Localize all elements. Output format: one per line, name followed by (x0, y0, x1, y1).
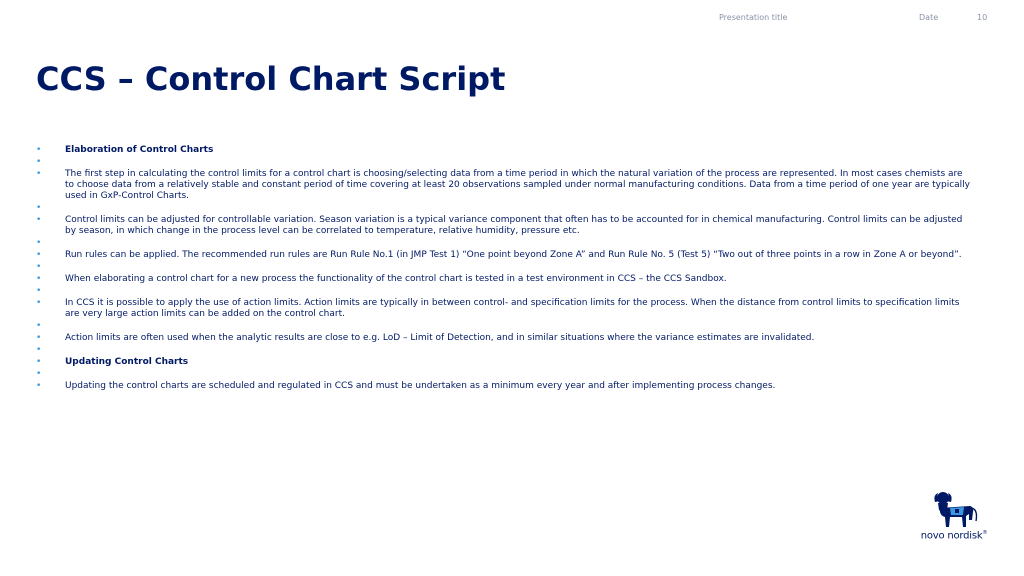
bullet-text: Updating Control Charts (65, 357, 189, 367)
bullet-dot-icon: • (36, 286, 42, 296)
bullet-dot-icon: • (36, 238, 42, 248)
bullet-item (36, 321, 971, 332)
bullet-text: The first step in calculating the control limits for a control chart is choosing/selecting data from a time period in which the natural variation of the process are represented. In most cases chemists are to choose data from a relatively stable and constant period of time covering at least 20 observations sampled under normal manufacturing conditions. Data from a time period of one year are typically used in GxP-Control Charts. (65, 169, 970, 201)
bullet-item (36, 262, 971, 273)
bullet-dot-icon: • (36, 262, 42, 272)
bullet-dot-icon: • (36, 345, 42, 355)
bullet-dot-icon: • (36, 145, 42, 155)
bullet-dot-icon: • (36, 333, 42, 343)
bullet-item (36, 215, 971, 237)
bullet-dot-icon: • (36, 274, 42, 284)
bullet-dot-icon: • (36, 298, 42, 308)
bullet-item (36, 238, 971, 249)
apis-bull-icon (916, 490, 992, 530)
bullet-item (36, 157, 971, 168)
presentation-title: Presentation title (719, 13, 788, 22)
bullet-item (36, 369, 971, 380)
bullet-text: Control limits can be adjusted for controllable variation. Season variation is a typical variance component that often has to be accounted for in chemical manufacturing. Control limits can be adjusted by season, in which change in the process level can be correlated to temperature, relative humidity, pressure etc. (65, 215, 963, 236)
registered-mark: ® (982, 530, 988, 536)
bullet-text: In CCS it is possible to apply the use of action limits. Action limits are typically in between control- and specification limits for the process. When the distance from control limits to specification limits are very large action limits can be added on the control chart. (65, 298, 960, 319)
bullet-text: Run rules can be applied. The recommended run rules are Run Rule No.1 (in JMP Test 1) “One point beyond Zone A” and Run Rule No. 5 (Test 5) “Two out of three points in a row in Zone A or beyond”. (65, 250, 962, 260)
bullet-dot-icon: • (36, 369, 42, 379)
bullet-dot-icon: • (36, 169, 42, 179)
novo-nordisk-logo (916, 490, 992, 546)
bullet-text: Updating the control charts are scheduled and regulated in CCS and must be undertaken as a minimum every year and after implementing process changes. (65, 381, 776, 391)
bullet-item (36, 298, 971, 320)
bullet-list (36, 145, 971, 393)
bullet-text: Action limits are often used when the analytic results are close to e.g. LoD – Limit of Detection, and in similar situations where the variance estimates are invalidated. (65, 333, 815, 343)
bullet-dot-icon: • (36, 250, 42, 260)
bullet-item (36, 203, 971, 214)
bullet-item (36, 357, 971, 368)
bullet-dot-icon: • (36, 321, 42, 331)
bullet-item (36, 286, 971, 297)
bullet-dot-icon: • (36, 215, 42, 225)
bullet-item (36, 145, 971, 156)
slide-date: Date (919, 13, 939, 22)
bullet-text: Elaboration of Control Charts (65, 145, 214, 155)
logo-wordmark: novo nordisk (920, 530, 983, 542)
page-number: 10 (977, 13, 988, 22)
bullet-item (36, 250, 971, 261)
bullet-item (36, 274, 971, 285)
slide-title: CCS – Control Chart Script (36, 60, 506, 98)
bullet-text: When elaborating a control chart for a new process the functionality of the control chart is tested in a test environment in CCS – the CCS Sandbox. (65, 274, 727, 284)
bullet-dot-icon: • (36, 357, 42, 367)
bullet-dot-icon: • (36, 157, 42, 167)
bullet-dot-icon: • (36, 203, 42, 213)
bullet-item (36, 333, 971, 344)
bullet-item (36, 169, 971, 202)
bullet-item (36, 345, 971, 356)
bullet-dot-icon: • (36, 381, 42, 391)
bullet-item (36, 381, 971, 392)
